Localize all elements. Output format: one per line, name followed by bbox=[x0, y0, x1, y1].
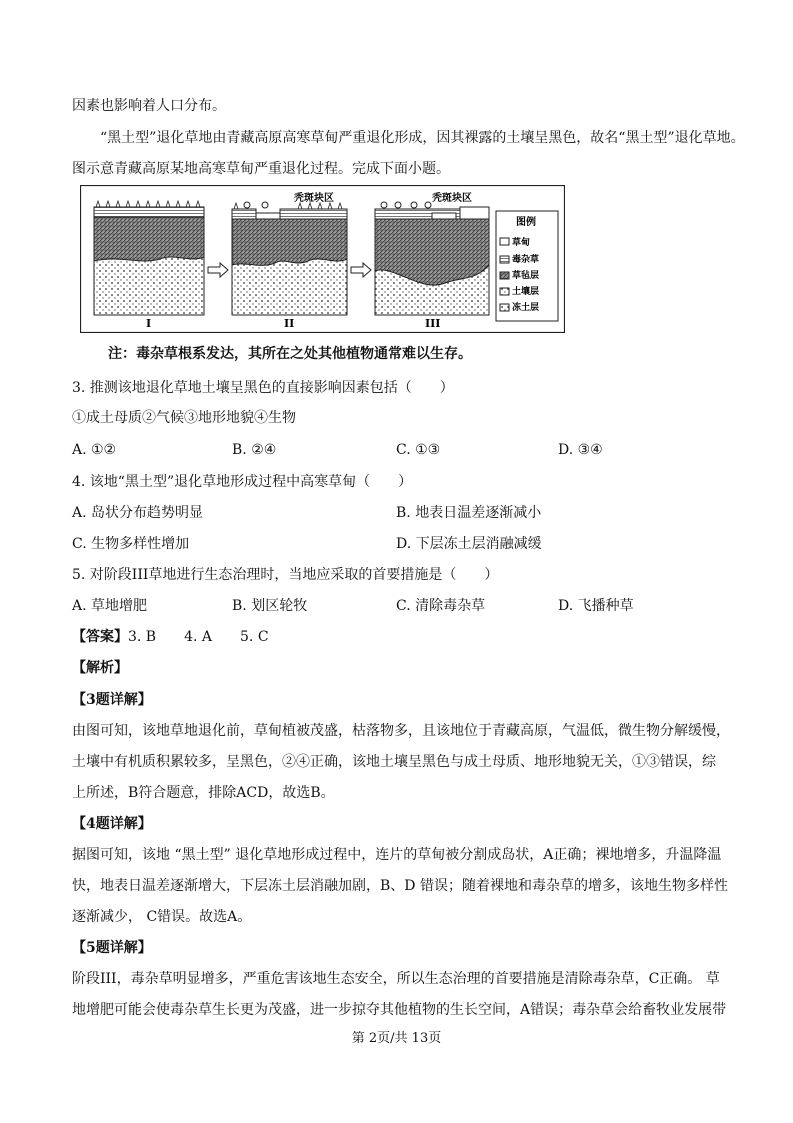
question-5-option-b: B. 划区轮牧 bbox=[232, 598, 308, 614]
legend-title: 图例 bbox=[516, 217, 536, 228]
question-4-option-b: B. 地表日温差逐渐减小 bbox=[396, 505, 542, 521]
question-4-stem: 4. 该地“黑土型”退化草地形成过程中高寒草甸（ ） bbox=[72, 474, 413, 490]
q5-detail-line-2: 地增肥可能会使毒杂草生长更为茂盛，进一步掠夺其他植物的生长空间，A错误；毒杂草会给畜牧业发展带 bbox=[72, 1002, 727, 1018]
bare-patch-label-3: 秃斑块区 bbox=[432, 193, 472, 204]
legend-item-meadow: 草甸 bbox=[512, 238, 531, 248]
question-3-sub: ①成土母质②气候③地形地貌④生物 bbox=[72, 410, 296, 426]
legend-item-felt: 草毡层 bbox=[512, 271, 540, 281]
stage-3-label: III bbox=[425, 317, 441, 330]
paragraph-context: “黑土型”退化草地由青藏高原高寒草甸严重退化形成，因其裸露的土壤呈黑色，故名“黑土型”退化草地。 bbox=[100, 130, 745, 146]
question-4-option-a: A. 岛状分布趋势明显 bbox=[72, 505, 204, 521]
q4-detail-line-1: 据图可知，该地 “黑土型” 退化草地形成过程中，连片的草甸被分割成岛状，A正确；裸地增多，升温降温 bbox=[72, 847, 722, 863]
question-5-stem: 5. 对阶段III草地进行生态治理时，当地应采取的首要措施是（ ） bbox=[72, 567, 499, 583]
q4-detail-line-3: 逐渐减少， C错误。故选A。 bbox=[72, 909, 252, 925]
degradation-figure bbox=[80, 185, 565, 333]
question-5-option-a: A. 草地增肥 bbox=[72, 598, 148, 614]
legend-item-permafrost: 冻土层 bbox=[512, 303, 540, 313]
answer-text: 3. B 4. A 5. C bbox=[128, 629, 269, 645]
paragraph-figure-caption: 图示意青藏高原某地高寒草甸严重退化过程。完成下面小题。 bbox=[72, 161, 450, 177]
question-3-option-b: B. ②④ bbox=[232, 442, 277, 458]
paragraph-intro: 因素也影响着人口分布。 bbox=[72, 98, 226, 114]
question-4-option-d: D. 下层冻土层消融减缓 bbox=[396, 536, 542, 552]
question-3-option-a: A. ①② bbox=[72, 442, 117, 458]
answer-row bbox=[72, 627, 269, 647]
answer-label: 【答案】 bbox=[72, 629, 128, 645]
question-4-option-c: C. 生物多样性增加 bbox=[72, 536, 190, 552]
degradation-diagram bbox=[80, 185, 565, 333]
q3-detail-title: 【3题详解】 bbox=[72, 692, 152, 708]
q4-detail-line-2: 快，地表日温差逐渐增大，下层冻土层消融加剧，B、D 错误；随着裸地和毒杂草的增多，该地生物多样性 bbox=[72, 878, 728, 894]
stage-2-label: II bbox=[284, 317, 295, 330]
stage-1-panel bbox=[94, 201, 204, 315]
q3-detail-line-2: 土壤中有机质积累较多，呈黑色，②④正确，该地土壤呈黑色与成土母质、地形地貌无关，①③错误，综 bbox=[72, 754, 716, 770]
q3-detail-line-3: 上所述，B符合题意，排除ACD，故选B。 bbox=[72, 785, 335, 801]
question-5-option-c: C. 清除毒杂草 bbox=[396, 598, 486, 614]
stage-3-panel bbox=[375, 202, 489, 315]
stage-2-panel bbox=[232, 202, 347, 315]
bare-patch-label-2: 秃斑块区 bbox=[294, 193, 334, 204]
q4-detail-title: 【4题详解】 bbox=[72, 816, 152, 832]
q5-detail-title: 【5题详解】 bbox=[72, 940, 152, 956]
legend-item-weeds: 毒杂草 bbox=[512, 255, 540, 265]
page-footer: 第 2页/共 13页 bbox=[351, 1031, 442, 1046]
question-3-option-c: C. ①③ bbox=[396, 442, 441, 458]
stage-1-label: I bbox=[146, 317, 152, 330]
question-3-stem: 3. 推测该地退化草地土壤呈黑色的直接影响因素包括（ ） bbox=[72, 380, 454, 396]
legend-item-soil: 土壤层 bbox=[512, 287, 540, 297]
q3-detail-line-1: 由图可知，该地草地退化前，草甸植被茂盛，枯落物多，且该地位于青藏高原，气温低，微生物分解缓慢， bbox=[72, 723, 730, 739]
figure-note: 注：毒杂草根系发达，其所在之处其他植物通常难以生存。 bbox=[108, 346, 472, 362]
analysis-label: 【解析】 bbox=[72, 660, 128, 676]
q5-detail-line-1: 阶段III，毒杂草明显增多，严重危害该地生态安全，所以生态治理的首要措施是清除毒杂草，C正确。 草 bbox=[72, 971, 720, 987]
question-5-option-d: D. 飞播种草 bbox=[558, 598, 634, 614]
question-3-option-d: D. ③④ bbox=[558, 442, 603, 458]
